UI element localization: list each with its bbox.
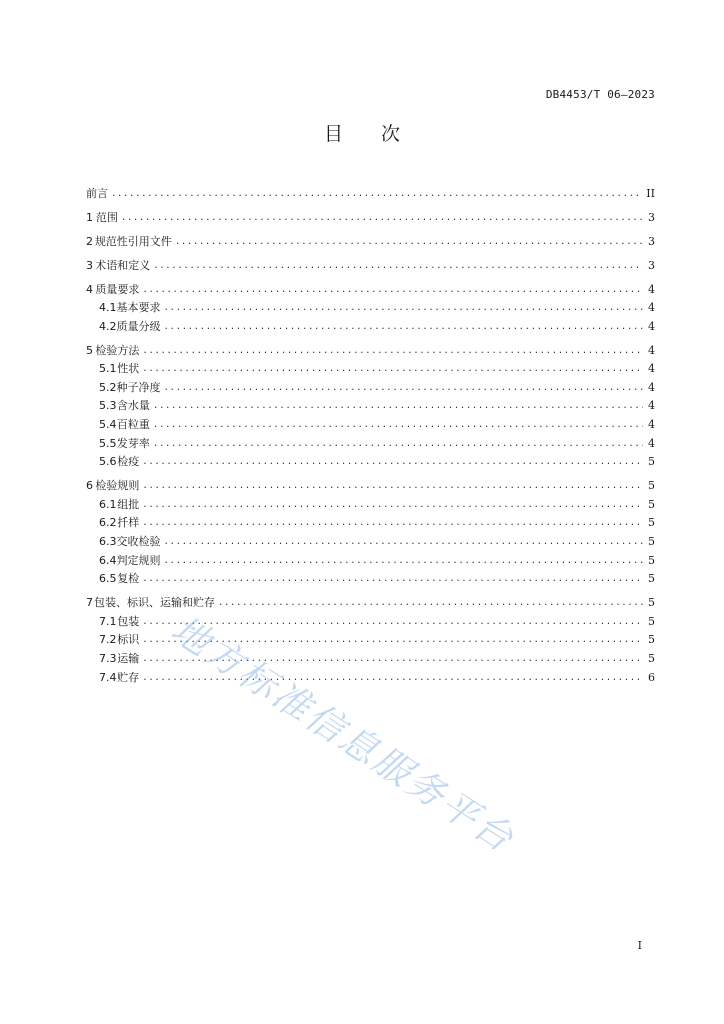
toc-entry-number: 7.1 <box>99 614 117 628</box>
toc-dot-leader <box>142 500 643 510</box>
toc-entry-title: 规范性引用文件 <box>94 234 172 248</box>
toc-entry-number: 6 <box>86 479 93 493</box>
toc-entry-number: 5.2 <box>99 380 117 394</box>
toc-entry-page: 5 <box>648 553 655 567</box>
toc-entry-page: 5 <box>648 516 655 530</box>
toc-entry-title: 含水量 <box>116 399 150 413</box>
toc-entry-title: 基本要求 <box>116 301 161 315</box>
toc-entry-number: 5.6 <box>99 455 117 469</box>
toc-entry-number: 6.3 <box>99 535 117 549</box>
toc-entry-title: 标识 <box>117 633 140 647</box>
toc-entry[interactable] <box>86 666 655 685</box>
toc-entry-number: 3 <box>86 258 93 272</box>
toc-entry-title: 质量要求 <box>95 282 140 296</box>
toc-entry[interactable] <box>86 568 655 587</box>
toc-entry[interactable] <box>86 315 655 334</box>
toc-entry-number: 6.1 <box>99 497 117 511</box>
toc-entry-page: 4 <box>648 301 655 315</box>
toc-dot-leader <box>153 420 643 430</box>
toc-dot-leader <box>142 617 643 627</box>
toc-entry-number: 4.2 <box>99 319 117 333</box>
toc-entry-page: 5 <box>648 596 655 610</box>
toc-entry-page: II <box>646 186 655 200</box>
toc-entry[interactable] <box>86 413 655 432</box>
toc-entry-title: 质量分级 <box>116 319 161 333</box>
toc-dot-leader <box>218 598 643 608</box>
toc-entry[interactable] <box>86 278 655 297</box>
toc-entry-number: 7.4 <box>99 670 117 684</box>
toc-entry-page: 5 <box>648 455 655 469</box>
toc-entry-title: 发芽率 <box>116 436 150 450</box>
toc-entry-page: 3 <box>648 234 655 248</box>
toc-entry-number: 5.1 <box>99 362 117 376</box>
toc-entry-title: 检验规则 <box>95 479 140 493</box>
toc-entry-page: 4 <box>648 380 655 394</box>
toc-entry[interactable] <box>86 451 655 470</box>
toc-entry[interactable] <box>86 297 655 316</box>
toc-dot-leader <box>153 401 643 411</box>
toc-entry[interactable] <box>86 230 655 249</box>
toc-dot-leader <box>164 537 643 547</box>
toc-entry-title: 判定规则 <box>116 553 161 567</box>
toc-entry-title: 运输 <box>117 651 140 665</box>
toc-entry[interactable] <box>86 358 655 377</box>
toc-entry-title: 种子净度 <box>116 380 161 394</box>
toc-entry-page: 5 <box>648 497 655 511</box>
watermark: 地方标准信息服务平台 <box>163 607 523 862</box>
toc-dot-leader <box>164 322 643 332</box>
toc-entry[interactable] <box>86 647 655 666</box>
toc-entry-title: 交收检验 <box>116 535 161 549</box>
toc-entry[interactable] <box>86 254 655 273</box>
toc-entry-number: 5.4 <box>99 418 117 432</box>
toc-entry-title: 复检 <box>117 572 140 586</box>
toc-entry-number: 7 <box>86 596 93 610</box>
toc-entry-page: 4 <box>648 362 655 376</box>
toc-dot-leader <box>142 481 643 491</box>
toc-dot-leader <box>142 635 643 645</box>
toc-entry[interactable] <box>86 549 655 568</box>
toc-entry[interactable] <box>86 432 655 451</box>
toc-entry-title: 前言 <box>86 186 108 200</box>
toc-dot-leader <box>142 457 643 467</box>
toc-entry[interactable] <box>86 475 655 494</box>
toc-dot-leader <box>142 285 643 295</box>
toc-dot-leader <box>142 574 643 584</box>
toc-entry[interactable] <box>86 610 655 629</box>
toc-entry[interactable] <box>86 395 655 414</box>
toc-entry-number: 2 <box>86 234 93 248</box>
toc-entry[interactable] <box>86 339 655 358</box>
toc-dot-leader <box>164 303 643 313</box>
toc-entry-page: 4 <box>648 282 655 296</box>
toc-dot-leader <box>142 346 643 356</box>
toc-entry-page: 4 <box>648 319 655 333</box>
toc-entry-page: 3 <box>648 210 655 224</box>
toc-entry-title: 组批 <box>117 497 140 511</box>
toc-dot-leader <box>142 654 643 664</box>
toc-entry-number: 6.5 <box>99 572 117 586</box>
toc-entry-number: 6.4 <box>99 553 117 567</box>
toc-entry-number: 5.3 <box>99 399 117 413</box>
toc-entry-page: 5 <box>648 479 655 493</box>
toc-entry-page: 4 <box>648 399 655 413</box>
toc-entry-page: 4 <box>648 436 655 450</box>
toc-entry-page: 5 <box>648 614 655 628</box>
toc-entry-title: 百粒重 <box>116 418 150 432</box>
toc-dot-leader <box>153 439 643 449</box>
toc-entry-title: 术语和定义 <box>95 258 151 272</box>
toc-dot-leader <box>142 364 643 374</box>
toc-entry-page: 4 <box>648 343 655 357</box>
toc-entry-number: 5.5 <box>99 436 117 450</box>
toc-entry[interactable] <box>86 629 655 648</box>
toc-entry-title: 包装、标识、运输和贮存 <box>94 596 215 610</box>
page-title: 目 次 <box>323 123 400 145</box>
toc-dot-leader <box>175 237 643 247</box>
toc-dot-leader <box>164 556 643 566</box>
toc-entry-page: 3 <box>648 258 655 272</box>
toc-entry-number: 7.2 <box>99 633 117 647</box>
toc-entry[interactable] <box>86 376 655 395</box>
toc-entry-title: 包装 <box>117 614 140 628</box>
document-code: DB4453/T 06—2023 <box>545 88 655 101</box>
toc-entry-number: 1 <box>86 210 93 224</box>
toc-entry-number: 4 <box>86 282 93 296</box>
toc-entry[interactable] <box>86 530 655 549</box>
toc-entry[interactable] <box>86 493 655 512</box>
table-of-contents <box>86 182 655 685</box>
page-number: I <box>637 939 642 952</box>
toc-entry-number: 5 <box>86 343 93 357</box>
toc-dot-leader <box>153 261 643 271</box>
toc-dot-leader <box>164 383 643 393</box>
toc-entry-number: 6.2 <box>99 516 117 530</box>
toc-entry-title: 扦样 <box>117 516 140 530</box>
toc-entry-number: 4.1 <box>99 301 117 315</box>
toc-entry-page: 6 <box>648 670 655 684</box>
toc-entry[interactable] <box>86 206 655 225</box>
toc-dot-leader <box>142 518 643 528</box>
toc-entry-title: 范围 <box>95 210 118 224</box>
toc-entry-title: 性状 <box>117 362 140 376</box>
toc-entry-page: 4 <box>648 418 655 432</box>
toc-entry-page: 5 <box>648 535 655 549</box>
toc-entry-page: 5 <box>648 572 655 586</box>
toc-entry[interactable] <box>86 182 655 201</box>
toc-entry[interactable] <box>86 512 655 531</box>
toc-dot-leader <box>142 673 643 683</box>
toc-entry-title: 检疫 <box>117 455 140 469</box>
toc-entry-page: 5 <box>648 633 655 647</box>
toc-entry-number: 7.3 <box>99 651 117 665</box>
toc-entry-title: 检验方法 <box>95 343 140 357</box>
toc-dot-leader <box>121 213 643 223</box>
toc-entry[interactable] <box>86 592 655 611</box>
toc-dot-leader <box>111 189 642 199</box>
toc-entry-page: 5 <box>648 651 655 665</box>
toc-entry-title: 贮存 <box>117 670 140 684</box>
